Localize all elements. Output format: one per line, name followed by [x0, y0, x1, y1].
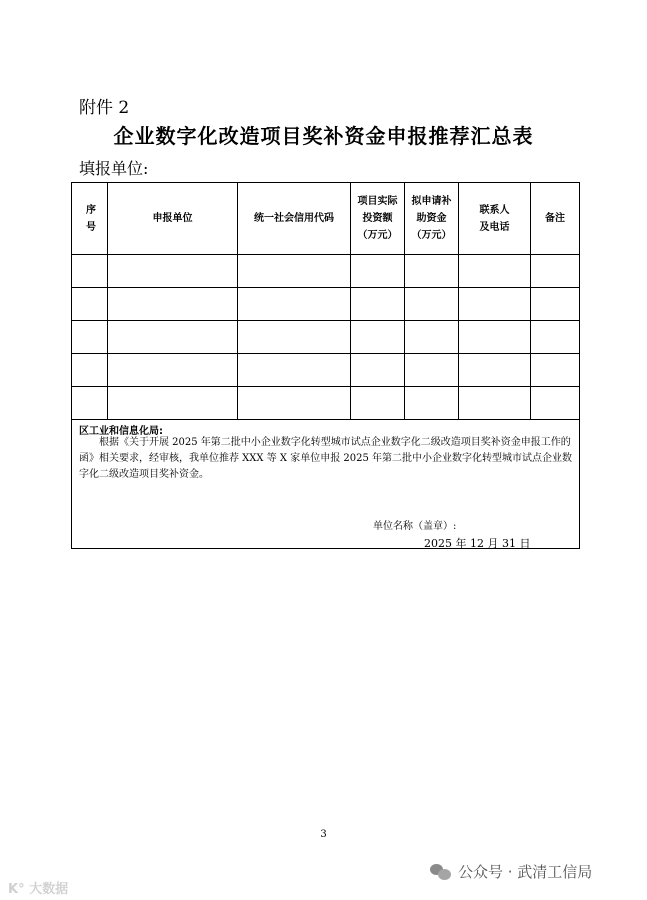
wechat-icon	[430, 863, 452, 880]
header-investment: 项目实际投资额（万元）	[351, 183, 405, 255]
table-header-row	[72, 183, 580, 255]
document-title: 企业数字化改造项目奖补资金申报推荐汇总表	[113, 124, 534, 148]
corner-watermark: K° 大数据	[8, 882, 69, 897]
table-row	[72, 255, 580, 288]
header-credit-code: 统一社会信用代码	[238, 183, 351, 255]
filler-unit-label: 填报单位:	[79, 159, 149, 178]
remarks-cell	[72, 420, 580, 549]
table-row	[72, 288, 580, 321]
table-row	[72, 387, 580, 420]
summary-table	[71, 182, 580, 549]
remarks-body: 根据《关于开展 2025 年第二批中小企业数字化转型城市试点企业数字化二级改造项目奖补资金申报工作的函》相关要求，经审核，我单位推荐 XXX 等 X 家单位申报 2025 年第二批中小企业数字化转型城市试点企业数字化二级改造项目奖补资金。	[79, 437, 572, 480]
table-row	[72, 354, 580, 387]
header-contact: 联系人及电话	[459, 183, 531, 255]
header-notes: 备注	[531, 183, 580, 255]
page-number: 3	[320, 829, 327, 840]
signature-label: 单位名称（盖章）:	[373, 521, 457, 532]
attachment-label: 附件 2	[79, 98, 130, 118]
wechat-watermark	[430, 861, 592, 882]
header-index: 序号	[72, 183, 108, 255]
remarks-heading: 区工业和信息化局:	[79, 426, 163, 437]
header-applicant: 申报单位	[108, 183, 238, 255]
table-row	[72, 321, 580, 354]
header-subsidy: 拟申请补助资金（万元）	[405, 183, 459, 255]
signature-date: 2025 年 12 月 31 日	[424, 537, 531, 550]
wechat-account-name: 公众号 · 武清工信局	[458, 863, 593, 881]
